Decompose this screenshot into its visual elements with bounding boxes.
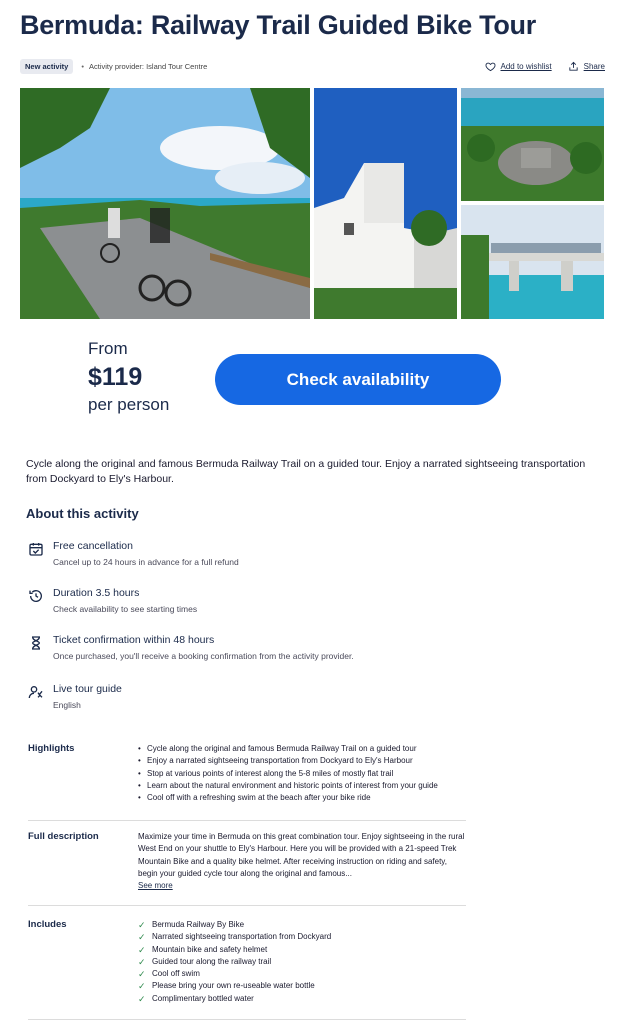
divider	[28, 905, 466, 906]
list-item: ✓ Narrated sightseeing transportation from Dockyard	[138, 932, 332, 943]
share-link[interactable]	[568, 61, 605, 72]
highlights-section	[28, 743, 466, 813]
feature-duration	[28, 587, 548, 615]
feature-subtitle: Once purchased, you'll receive a booking confirmation from the activity provider.	[53, 651, 354, 661]
share-label: Share	[583, 61, 605, 71]
hourglass-icon	[28, 635, 46, 653]
feature-title: Ticket confirmation within 48 hours	[53, 634, 215, 646]
list-item: • Enjoy a narrated sightseeing transportation from Dockyard to Ely's Harbour	[138, 755, 468, 767]
check-icon: ✓	[138, 981, 146, 992]
add-to-wishlist-label: Add to wishlist	[500, 61, 552, 71]
includes-section	[28, 919, 466, 1009]
list-item: • Learn about the natural environment and historic points of interest from your guide	[138, 780, 468, 792]
feature-ticket-confirmation	[28, 634, 548, 662]
photo-gallery	[20, 88, 604, 319]
feature-title: Live tour guide	[53, 683, 122, 695]
page-title: Bermuda: Railway Trail Guided Bike Tour	[20, 10, 536, 40]
price-from-label: From	[88, 339, 128, 358]
full-description-body	[138, 831, 468, 892]
feature-free-cancellation	[28, 540, 548, 568]
price-amount: $119	[88, 363, 143, 391]
gallery-photo-cyclists[interactable]	[20, 88, 310, 319]
feature-subtitle: Check availability to see starting times	[53, 604, 198, 614]
price-per-label: per person	[88, 395, 170, 414]
check-icon: ✓	[138, 956, 146, 967]
add-to-wishlist-link[interactable]	[485, 61, 552, 72]
highlights-label: Highlights	[28, 743, 75, 754]
check-availability-button[interactable]: Check availability	[215, 354, 501, 405]
feature-title: Duration 3.5 hours	[53, 587, 140, 599]
see-more-link[interactable]: See more	[138, 881, 173, 891]
about-activity-heading: About this activity	[26, 506, 139, 521]
page-actions	[485, 61, 606, 72]
includes-list	[138, 919, 468, 1005]
check-icon: ✓	[138, 932, 146, 943]
check-icon: ✓	[138, 993, 146, 1004]
gallery-photo-bridge[interactable]	[461, 205, 604, 319]
list-item: • Cycle along the original and famous Bermuda Railway Trail on a guided tour	[138, 743, 468, 755]
gallery-photo-white-building[interactable]	[314, 88, 457, 319]
list-item: • Cool off with a refreshing swim at the beach after your bike ride	[138, 792, 468, 804]
list-item: ✓ Please bring your own re-useable water bottle	[138, 981, 315, 992]
highlights-list	[138, 743, 468, 804]
activity-summary: Cycle along the original and famous Bermuda Railway Trail on a guided tour. Enjoy a narrated sightseeing transportation from Dockyard to Ely's Harbour.	[26, 458, 586, 485]
list-item: ✓ Mountain bike and safety helmet	[138, 944, 268, 955]
meta-row	[20, 58, 605, 74]
new-activity-badge: New activity	[20, 59, 73, 74]
feature-subtitle: Cancel up to 24 hours in advance for a full refund	[53, 557, 239, 567]
share-icon	[568, 61, 579, 72]
price-block	[88, 338, 208, 416]
heart-icon	[485, 61, 496, 72]
list-item: ✓ Complimentary bottled water	[138, 993, 254, 1004]
full-description-text: Maximize your time in Bermuda on this great combination tour. Enjoy sightseeing in the rural West End on your shuttle to Ely's Harbour. Here you will be provided with a 21-speed Trek Mountain Bike and a quality bike helmet. After receiving instruction on riding and safety, begin your guided cycle tour along the original and famous...	[138, 832, 465, 878]
calendar-check-icon	[28, 541, 46, 559]
list-item: • Stop at various points of interest along the 5-8 miles of mostly flat trail	[138, 768, 468, 780]
full-description-section	[28, 831, 466, 901]
feature-live-guide	[28, 683, 548, 711]
list-item: ✓ Cool off swim	[138, 969, 200, 980]
check-icon: ✓	[138, 920, 146, 930]
check-icon: ✓	[138, 944, 146, 955]
feature-title: Free cancellation	[53, 540, 133, 552]
activity-provider: • Activity provider: Island Tour Centre	[81, 62, 207, 71]
list-item: ✓ Bermuda Railway By Bike	[138, 920, 245, 930]
guide-icon	[28, 684, 46, 702]
gallery-photo-fort[interactable]	[461, 88, 604, 201]
divider	[28, 1019, 466, 1020]
clock-icon	[28, 588, 46, 606]
feature-subtitle: English	[53, 700, 81, 710]
check-icon: ✓	[138, 969, 146, 980]
full-description-label: Full description	[28, 831, 99, 842]
divider	[28, 820, 466, 821]
includes-label: Includes	[28, 919, 67, 930]
list-item: ✓ Guided tour along the railway trail	[138, 956, 272, 967]
